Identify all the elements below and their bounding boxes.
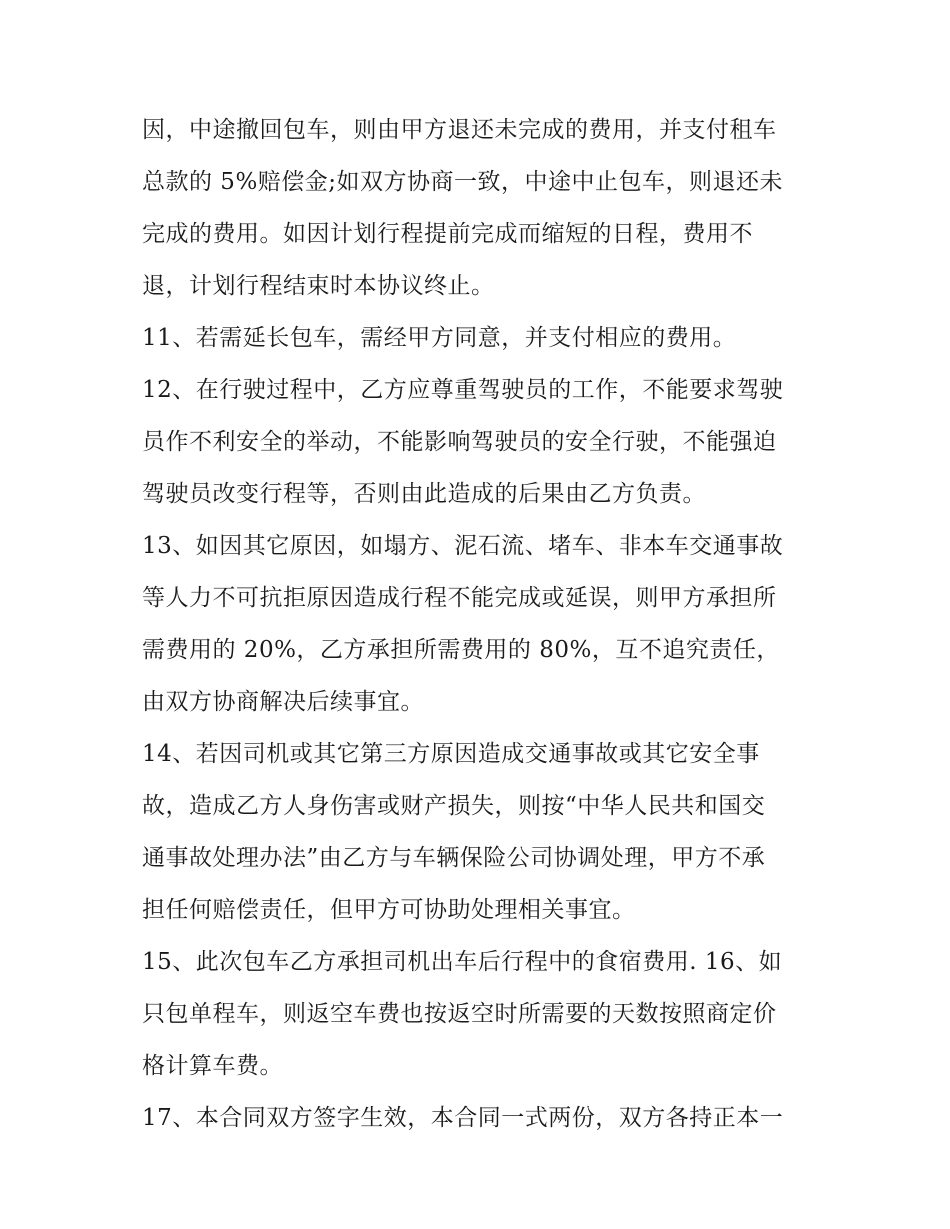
text-line: 需费用的 20%，乙方承担所需费用的 80%，互不追究责任， <box>142 637 780 663</box>
text-line: 17、本合同双方签字生效，本合同一式两份，双方各持正本一 <box>142 1105 784 1131</box>
text-line: 驾驶员改变行程等，否则由此造成的后果由乙方负责。 <box>142 481 706 507</box>
text-line: 担任何赔偿责任，但甲方可协助处理相关事宜。 <box>142 897 636 923</box>
text-line: 格计算车费。 <box>142 1053 283 1079</box>
text-line: 13、如因其它原因，如塌方、泥石流、堵车、非本车交通事故 <box>142 533 784 559</box>
text-line: 通事故处理办法”由乙方与车辆保险公司协调处理，甲方不承 <box>142 845 766 871</box>
text-line: 员作不利安全的举动，不能影响驾驶员的安全行驶，不能强迫 <box>142 429 777 455</box>
text-line: 只包单程车，则返空车费也按返空时所需要的天数按照商定价 <box>142 1001 777 1027</box>
text-line: 14、若因司机或其它第三方原因造成交通事故或其它安全事 <box>142 741 760 767</box>
text-line: 11、若需延长包车，需经甲方同意，并支付相应的费用。 <box>142 325 737 351</box>
text-line: 因，中途撤回包车，则由甲方退还未完成的费用，并支付租车 <box>142 117 777 143</box>
text-line: 15、此次包车乙方承担司机出车后行程中的食宿费用. 16、如 <box>142 949 783 975</box>
text-line: 故，造成乙方人身伤害或财产损失，则按“中华人民共和国交 <box>142 793 766 819</box>
text-line: 完成的费用。如因计划行程提前完成而缩短的日程，费用不 <box>142 221 753 247</box>
text-line: 由双方协商解决后续事宜。 <box>142 689 424 715</box>
text-line: 12、在行驶过程中，乙方应尊重驾驶员的工作，不能要求驾驶 <box>142 377 784 403</box>
document-body <box>142 104 822 1144</box>
text-line: 等人力不可抗拒原因造成行程不能完成或延误，则甲方承担所 <box>142 585 777 611</box>
text-line: 退，计划行程结束时本协议终止。 <box>142 273 495 299</box>
text-line: 总款的 5%赔偿金;如双方协商一致，中途中止包车，则退还未 <box>142 169 784 195</box>
